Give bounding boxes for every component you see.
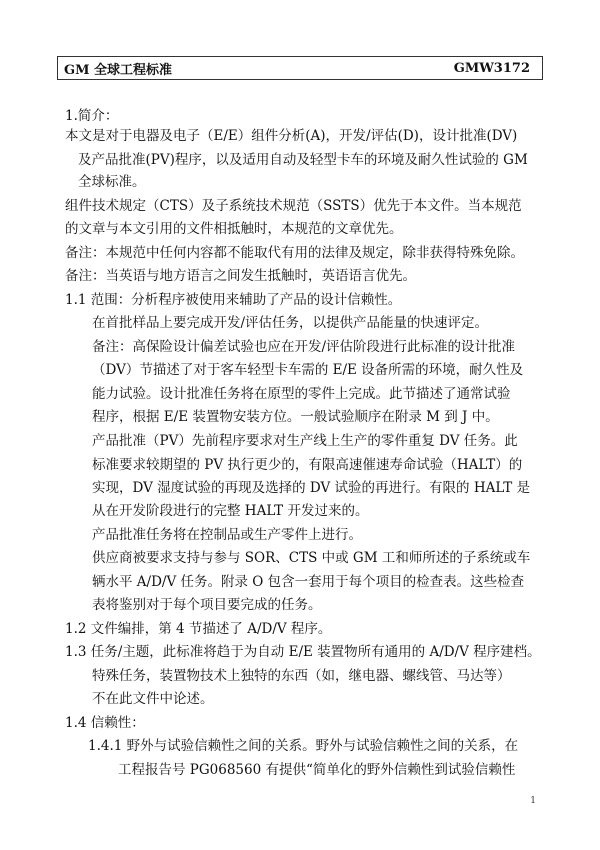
paragraph-line: 程序，根据 E/E 装置物安装方位。一般试验顺序在附录 M 到 J 中。: [92, 409, 499, 425]
paragraph-line: 不在此文件中论述。: [92, 691, 214, 707]
note-line: 备注：当英语与地方语言之间发生抵触时，英语语言优先。: [65, 268, 416, 284]
section-1-1-heading: 1.1 范围：分析程序被使用来辅助了产品的设计信赖性。: [65, 292, 402, 308]
paragraph-line: 产品批准任务将在控制品或生产零件上进行。: [92, 527, 362, 543]
note-line: 备注：本规范中任何内容都不能取代有用的法律及规定，除非获得特殊免除。: [65, 245, 524, 261]
paragraph-line: 本文是对于电器及电子（E/E）组件分析(A)，开发/评估(D)，设计批准(DV): [65, 128, 518, 144]
paragraph-line: 辆水平 A/D/V 任务。附录 O 包含一套用于每个项目的检查表。这些检查: [92, 574, 525, 590]
paragraph-line: 备注：高保险设计偏差试验也应在开发/评估阶段进行此标准的设计批准: [92, 339, 516, 355]
header-doc-number: GMW3172: [453, 60, 530, 76]
paragraph-line: 组件技术规定（CTS）及子系统技术规范（SSTS）优先于本文件。当本规范: [65, 198, 522, 214]
paragraph-line: 特殊任务，装置物技术上独特的东西（如，继电器、螺线管、马达等）: [92, 668, 511, 684]
paragraph-line: （DV）节描述了对于客车轻型卡车需的 E/E 设备所需的环境，耐久性及: [92, 362, 524, 378]
paragraph-line: 表将鉴别对于每个项目要完成的任务。: [92, 597, 322, 613]
page-number: 1: [530, 796, 536, 806]
section-1-3-heading: 1.3 任务/主题，此标准将趋于为自动 E/E 装置物所有通用的 A/D/V 程序建档。: [65, 644, 541, 660]
paragraph-line: 标准要求较期望的 PV 执行更少的，有限高速催速寿命试验（HALT）的: [92, 457, 523, 473]
paragraph-line: 工程报告号 PG068560 有提供“简单化的野外信赖性到试验信赖性: [118, 762, 516, 778]
section-1-heading: 1.简介：: [65, 108, 119, 124]
paragraph-line: 全球标准。: [78, 174, 146, 190]
paragraph-line: 的文章与本文引用的文件相抵触时，本规范的文章优先。: [65, 221, 403, 237]
section-1-2-heading: 1.2 文件编排，第 4 节描述了 A/D/V 程序。: [65, 621, 332, 637]
paragraph-line: 产品批准（PV）先前程序要求对生产线上生产的零件重复 DV 任务。此: [92, 433, 518, 449]
header-title: GM 全球工程标准: [64, 62, 173, 78]
paragraph-line: 从在开发阶段进行的完整 HALT 开发过来的。: [92, 503, 369, 519]
paragraph-line: 及产品批准(PV)程序，以及适用自动及轻型卡车的环境及耐久性试验的 GM: [78, 152, 528, 168]
paragraph-line: 实现，DV 湿度试验的再现及选择的 DV 试验的再进行。有限的 HALT 是: [92, 480, 531, 496]
paragraph-line: 能力试验。设计批准任务将在原型的零件上完成。此节描述了通常试验: [92, 386, 511, 402]
paragraph-line: 供应商被要求支持与参与 SOR、CTS 中或 GM 工和师所述的子系统或车: [92, 550, 531, 566]
paragraph-line: 在首批样品上要完成开发/评估任务，以提供产品能量的快速评定。: [92, 315, 489, 331]
subsection-1-4-1-line: 1.4.1 野外与试验信赖性之间的关系。野外与试验信赖性之间的关系，在: [88, 738, 519, 754]
section-1-4-heading: 1.4 信赖性：: [65, 715, 145, 731]
